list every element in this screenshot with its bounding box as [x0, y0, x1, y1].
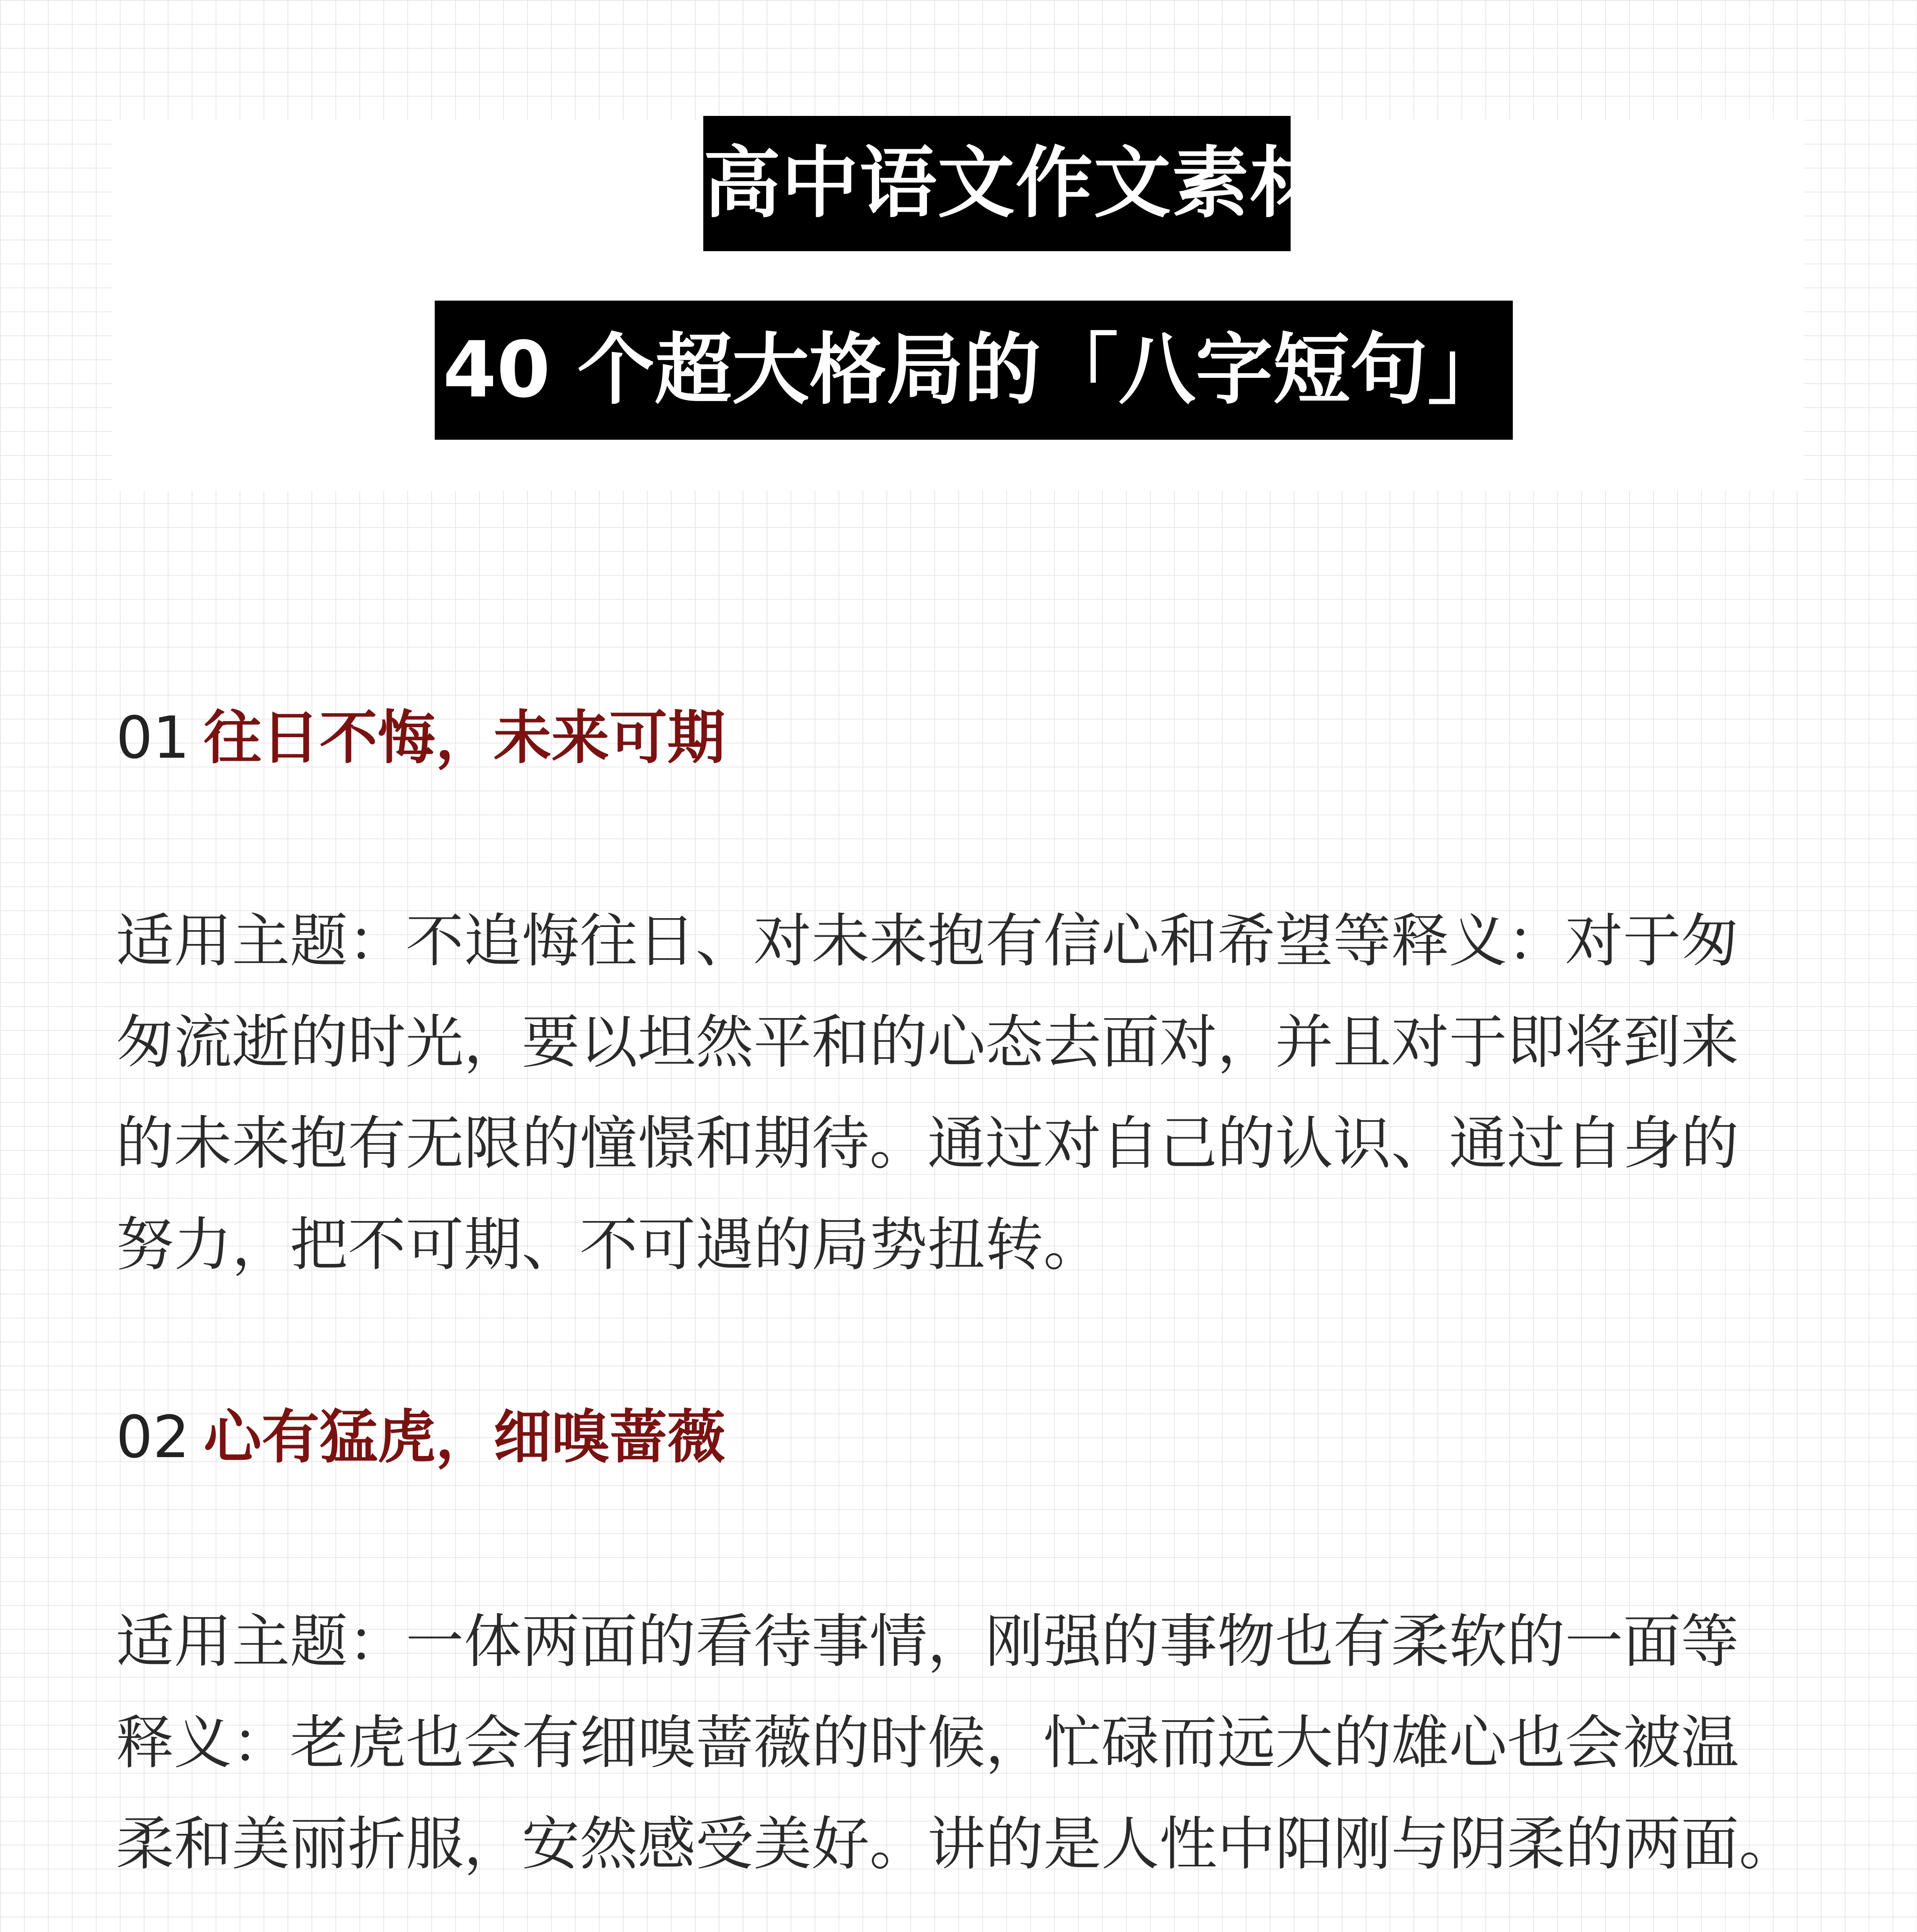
section-heading-01 [116, 699, 725, 777]
body-line: 努力，把不可期、不可遇的局势扭转。 [116, 1211, 1102, 1279]
body-line: 柔和美丽折服，安然感受美好。讲的是人性中阳刚与阴柔的两面。 [116, 1811, 1797, 1878]
section-body-01 [116, 891, 1816, 1296]
document-title: 高中语文作文素材 [703, 116, 1291, 251]
section-number: 02 [116, 1404, 190, 1471]
body-line: 匆流逝的时光，要以坦然平和的心态去面对，并且对于即将到来 [116, 1009, 1739, 1076]
section-number: 01 [116, 704, 190, 772]
body-line: 的未来抱有无限的憧憬和期待。通过对自己的认识、通过自身的 [116, 1110, 1739, 1177]
body-line: 适用主题：一体两面的看待事情，刚强的事物也有柔软的一面等 [116, 1608, 1739, 1675]
document-subtitle: 40 个超大格局的「八字短句」 [435, 301, 1513, 440]
section-heading-02 [116, 1399, 725, 1476]
body-line: 释义：老虎也会有细嗅蔷薇的时候，忙碌而远大的雄心也会被温 [116, 1709, 1739, 1777]
section-phrase: 往日不悔，未来可期 [203, 704, 725, 772]
section-body-02 [116, 1591, 1816, 1895]
body-line: 适用主题：不追悔往日、对未来抱有信心和希望等释义：对于匆 [116, 908, 1739, 975]
section-phrase: 心有猛虎，细嗅蔷薇 [203, 1404, 725, 1471]
